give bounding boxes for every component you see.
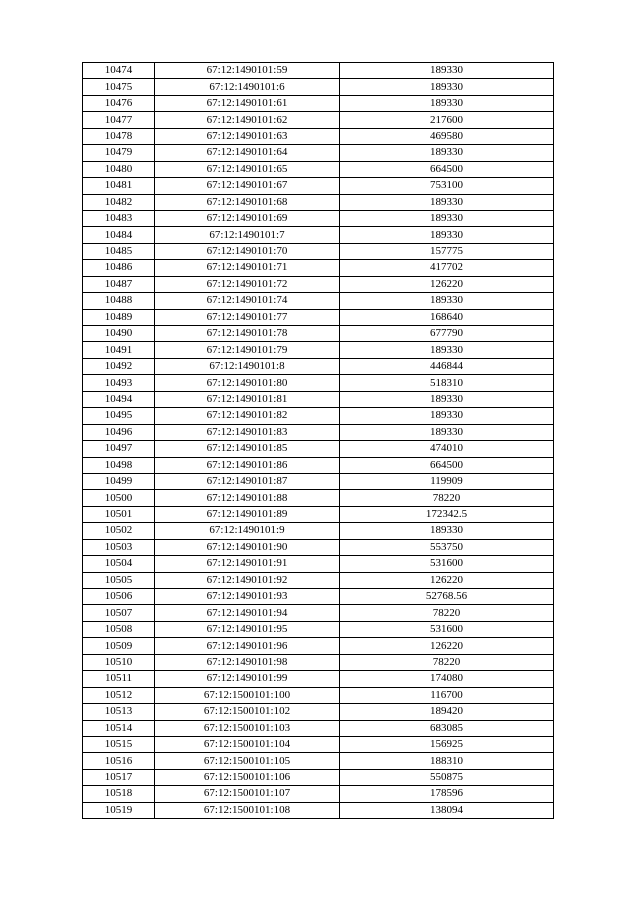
row-number-cell: 10483 bbox=[83, 210, 155, 226]
table-row bbox=[83, 786, 554, 802]
value-cell: 189420 bbox=[340, 704, 554, 720]
value-cell: 189330 bbox=[340, 227, 554, 243]
table-row bbox=[83, 457, 554, 473]
value-cell: 189330 bbox=[340, 342, 554, 358]
value-cell: 217600 bbox=[340, 112, 554, 128]
row-number-cell: 10490 bbox=[83, 326, 155, 342]
table-row bbox=[83, 424, 554, 440]
value-cell: 531600 bbox=[340, 621, 554, 637]
table-row bbox=[83, 161, 554, 177]
value-cell: 78220 bbox=[340, 654, 554, 670]
cadastral-number-cell: 67:12:1490101:8 bbox=[155, 358, 340, 374]
value-cell: 168640 bbox=[340, 309, 554, 325]
cadastral-number-cell: 67:12:1490101:7 bbox=[155, 227, 340, 243]
value-cell: 189330 bbox=[340, 194, 554, 210]
row-number-cell: 10492 bbox=[83, 358, 155, 374]
cadastral-number-cell: 67:12:1500101:104 bbox=[155, 736, 340, 752]
row-number-cell: 10506 bbox=[83, 589, 155, 605]
row-number-cell: 10516 bbox=[83, 753, 155, 769]
table-row bbox=[83, 720, 554, 736]
row-number-cell: 10509 bbox=[83, 638, 155, 654]
table-row bbox=[83, 145, 554, 161]
cadastral-number-cell: 67:12:1490101:70 bbox=[155, 243, 340, 259]
row-number-cell: 10502 bbox=[83, 523, 155, 539]
table-row bbox=[83, 621, 554, 637]
table-row bbox=[83, 391, 554, 407]
cadastral-number-cell: 67:12:1490101:9 bbox=[155, 523, 340, 539]
row-number-cell: 10517 bbox=[83, 769, 155, 785]
table-row bbox=[83, 687, 554, 703]
value-cell: 664500 bbox=[340, 161, 554, 177]
value-cell: 172342.5 bbox=[340, 506, 554, 522]
cadastral-number-cell: 67:12:1490101:92 bbox=[155, 572, 340, 588]
value-cell: 189330 bbox=[340, 424, 554, 440]
cadastral-number-cell: 67:12:1490101:72 bbox=[155, 276, 340, 292]
table-row bbox=[83, 128, 554, 144]
value-cell: 417702 bbox=[340, 260, 554, 276]
cadastral-number-cell: 67:12:1490101:6 bbox=[155, 79, 340, 95]
row-number-cell: 10513 bbox=[83, 704, 155, 720]
cadastral-number-cell: 67:12:1500101:107 bbox=[155, 786, 340, 802]
cadastral-number-cell: 67:12:1490101:93 bbox=[155, 589, 340, 605]
row-number-cell: 10488 bbox=[83, 293, 155, 309]
cadastral-number-cell: 67:12:1490101:89 bbox=[155, 506, 340, 522]
table-row bbox=[83, 95, 554, 111]
table-row bbox=[83, 473, 554, 489]
cadastral-number-cell: 67:12:1490101:81 bbox=[155, 391, 340, 407]
table-row bbox=[83, 326, 554, 342]
value-cell: 550875 bbox=[340, 769, 554, 785]
row-number-cell: 10503 bbox=[83, 539, 155, 555]
cadastral-number-cell: 67:12:1490101:94 bbox=[155, 605, 340, 621]
value-cell: 189330 bbox=[340, 523, 554, 539]
row-number-cell: 10491 bbox=[83, 342, 155, 358]
cadastral-number-cell: 67:12:1490101:74 bbox=[155, 293, 340, 309]
row-number-cell: 10519 bbox=[83, 802, 155, 818]
cadastral-number-cell: 67:12:1500101:108 bbox=[155, 802, 340, 818]
cadastral-number-cell: 67:12:1490101:95 bbox=[155, 621, 340, 637]
table-row bbox=[83, 293, 554, 309]
cadastral-number-cell: 67:12:1490101:69 bbox=[155, 210, 340, 226]
cadastral-number-cell: 67:12:1490101:86 bbox=[155, 457, 340, 473]
row-number-cell: 10481 bbox=[83, 178, 155, 194]
table-row bbox=[83, 736, 554, 752]
cadastral-number-cell: 67:12:1490101:68 bbox=[155, 194, 340, 210]
cadastral-number-cell: 67:12:1500101:100 bbox=[155, 687, 340, 703]
table-row bbox=[83, 309, 554, 325]
cadastral-number-cell: 67:12:1490101:59 bbox=[155, 63, 340, 79]
cadastral-number-cell: 67:12:1500101:105 bbox=[155, 753, 340, 769]
table-row bbox=[83, 802, 554, 818]
table-row bbox=[83, 441, 554, 457]
value-cell: 189330 bbox=[340, 63, 554, 79]
table-row bbox=[83, 63, 554, 79]
value-cell: 178596 bbox=[340, 786, 554, 802]
value-cell: 78220 bbox=[340, 605, 554, 621]
value-cell: 189330 bbox=[340, 210, 554, 226]
value-cell: 189330 bbox=[340, 95, 554, 111]
row-number-cell: 10510 bbox=[83, 654, 155, 670]
value-cell: 126220 bbox=[340, 276, 554, 292]
table-row bbox=[83, 260, 554, 276]
cadastral-number-cell: 67:12:1490101:71 bbox=[155, 260, 340, 276]
table-row bbox=[83, 178, 554, 194]
table-row bbox=[83, 342, 554, 358]
table-row bbox=[83, 227, 554, 243]
row-number-cell: 10498 bbox=[83, 457, 155, 473]
row-number-cell: 10486 bbox=[83, 260, 155, 276]
cadastral-number-cell: 67:12:1490101:91 bbox=[155, 556, 340, 572]
cadastral-number-cell: 67:12:1490101:61 bbox=[155, 95, 340, 111]
value-cell: 126220 bbox=[340, 638, 554, 654]
value-cell: 474010 bbox=[340, 441, 554, 457]
cadastral-number-cell: 67:12:1490101:90 bbox=[155, 539, 340, 555]
value-cell: 78220 bbox=[340, 490, 554, 506]
value-cell: 189330 bbox=[340, 145, 554, 161]
row-number-cell: 10480 bbox=[83, 161, 155, 177]
table-row bbox=[83, 589, 554, 605]
cadastral-number-cell: 67:12:1500101:102 bbox=[155, 704, 340, 720]
row-number-cell: 10514 bbox=[83, 720, 155, 736]
table-row bbox=[83, 408, 554, 424]
row-number-cell: 10497 bbox=[83, 441, 155, 457]
cadastral-number-cell: 67:12:1490101:83 bbox=[155, 424, 340, 440]
table-row bbox=[83, 210, 554, 226]
row-number-cell: 10493 bbox=[83, 375, 155, 391]
cadastral-number-cell: 67:12:1490101:78 bbox=[155, 326, 340, 342]
value-cell: 189330 bbox=[340, 293, 554, 309]
row-number-cell: 10479 bbox=[83, 145, 155, 161]
row-number-cell: 10495 bbox=[83, 408, 155, 424]
cadastral-number-cell: 67:12:1490101:96 bbox=[155, 638, 340, 654]
row-number-cell: 10511 bbox=[83, 671, 155, 687]
value-cell: 683085 bbox=[340, 720, 554, 736]
cadastral-number-cell: 67:12:1490101:67 bbox=[155, 178, 340, 194]
table-row bbox=[83, 358, 554, 374]
table-row bbox=[83, 112, 554, 128]
row-number-cell: 10487 bbox=[83, 276, 155, 292]
value-cell: 119909 bbox=[340, 473, 554, 489]
value-cell: 446844 bbox=[340, 358, 554, 374]
row-number-cell: 10475 bbox=[83, 79, 155, 95]
cadastral-number-cell: 67:12:1490101:80 bbox=[155, 375, 340, 391]
row-number-cell: 10499 bbox=[83, 473, 155, 489]
table-row bbox=[83, 605, 554, 621]
cadastral-number-cell: 67:12:1490101:63 bbox=[155, 128, 340, 144]
table-row bbox=[83, 194, 554, 210]
value-cell: 174080 bbox=[340, 671, 554, 687]
cadastral-number-cell: 67:12:1490101:87 bbox=[155, 473, 340, 489]
row-number-cell: 10478 bbox=[83, 128, 155, 144]
row-number-cell: 10482 bbox=[83, 194, 155, 210]
cadastral-number-cell: 67:12:1490101:77 bbox=[155, 309, 340, 325]
value-cell: 469580 bbox=[340, 128, 554, 144]
cadastral-number-cell: 67:12:1500101:103 bbox=[155, 720, 340, 736]
table-row bbox=[83, 753, 554, 769]
row-number-cell: 10518 bbox=[83, 786, 155, 802]
value-cell: 156925 bbox=[340, 736, 554, 752]
value-cell: 52768.56 bbox=[340, 589, 554, 605]
cadastral-number-cell: 67:12:1490101:62 bbox=[155, 112, 340, 128]
table-row bbox=[83, 276, 554, 292]
row-number-cell: 10512 bbox=[83, 687, 155, 703]
row-number-cell: 10494 bbox=[83, 391, 155, 407]
table-row bbox=[83, 523, 554, 539]
value-cell: 553750 bbox=[340, 539, 554, 555]
cadastral-number-cell: 67:12:1490101:99 bbox=[155, 671, 340, 687]
value-cell: 677790 bbox=[340, 326, 554, 342]
value-cell: 189330 bbox=[340, 408, 554, 424]
table-row bbox=[83, 243, 554, 259]
value-cell: 518310 bbox=[340, 375, 554, 391]
table-body bbox=[83, 63, 554, 819]
table-row bbox=[83, 490, 554, 506]
value-cell: 753100 bbox=[340, 178, 554, 194]
cadastral-number-cell: 67:12:1490101:98 bbox=[155, 654, 340, 670]
table-row bbox=[83, 556, 554, 572]
value-cell: 157775 bbox=[340, 243, 554, 259]
value-cell: 116700 bbox=[340, 687, 554, 703]
value-cell: 189330 bbox=[340, 79, 554, 95]
row-number-cell: 10500 bbox=[83, 490, 155, 506]
value-cell: 138094 bbox=[340, 802, 554, 818]
table-row bbox=[83, 769, 554, 785]
row-number-cell: 10504 bbox=[83, 556, 155, 572]
table-row bbox=[83, 506, 554, 522]
row-number-cell: 10477 bbox=[83, 112, 155, 128]
table-row bbox=[83, 375, 554, 391]
table-row bbox=[83, 654, 554, 670]
table-row bbox=[83, 79, 554, 95]
cadastral-number-cell: 67:12:1490101:64 bbox=[155, 145, 340, 161]
cadastral-value-table bbox=[82, 62, 554, 819]
table-row bbox=[83, 671, 554, 687]
value-cell: 126220 bbox=[340, 572, 554, 588]
value-cell: 188310 bbox=[340, 753, 554, 769]
row-number-cell: 10476 bbox=[83, 95, 155, 111]
cadastral-number-cell: 67:12:1490101:88 bbox=[155, 490, 340, 506]
table-row bbox=[83, 704, 554, 720]
value-cell: 664500 bbox=[340, 457, 554, 473]
cadastral-number-cell: 67:12:1490101:82 bbox=[155, 408, 340, 424]
table-row bbox=[83, 539, 554, 555]
row-number-cell: 10507 bbox=[83, 605, 155, 621]
cadastral-number-cell: 67:12:1490101:79 bbox=[155, 342, 340, 358]
row-number-cell: 10485 bbox=[83, 243, 155, 259]
row-number-cell: 10515 bbox=[83, 736, 155, 752]
row-number-cell: 10496 bbox=[83, 424, 155, 440]
table-row bbox=[83, 572, 554, 588]
cadastral-number-cell: 67:12:1490101:85 bbox=[155, 441, 340, 457]
row-number-cell: 10474 bbox=[83, 63, 155, 79]
value-cell: 531600 bbox=[340, 556, 554, 572]
table-row bbox=[83, 638, 554, 654]
row-number-cell: 10501 bbox=[83, 506, 155, 522]
row-number-cell: 10505 bbox=[83, 572, 155, 588]
row-number-cell: 10489 bbox=[83, 309, 155, 325]
cadastral-number-cell: 67:12:1490101:65 bbox=[155, 161, 340, 177]
row-number-cell: 10484 bbox=[83, 227, 155, 243]
value-cell: 189330 bbox=[340, 391, 554, 407]
row-number-cell: 10508 bbox=[83, 621, 155, 637]
cadastral-number-cell: 67:12:1500101:106 bbox=[155, 769, 340, 785]
